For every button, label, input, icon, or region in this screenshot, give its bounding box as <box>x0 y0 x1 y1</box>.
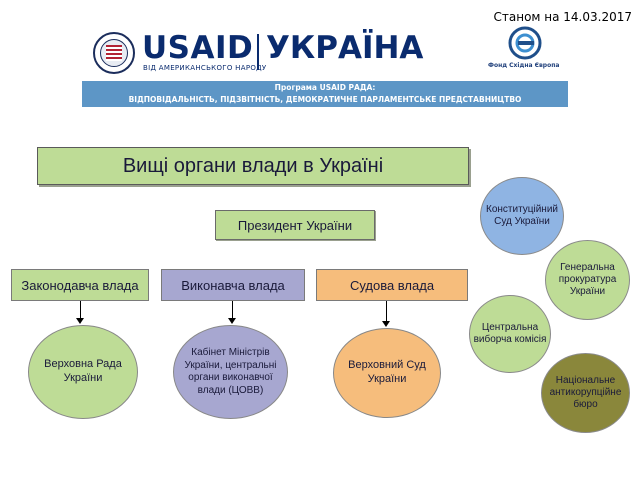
legislative-branch-box: Законодавча влада <box>11 269 149 301</box>
verkhovna-rada-oval: Верховна Рада України <box>28 325 138 419</box>
prosecutor-general-circle: Генеральна прокуратура України <box>545 240 630 320</box>
constitutional-court-circle: Конституційний Суд України <box>480 177 564 255</box>
diagram-title: Вищі органи влади в Україні <box>37 147 469 185</box>
anticorruption-bureau-circle: Національне антикорупційне бюро <box>541 353 630 433</box>
supreme-court-oval: Верховний Суд України <box>333 328 441 418</box>
judicial-branch-box: Судова влада <box>316 269 468 301</box>
arrow-judicial-icon <box>382 321 390 327</box>
cabinet-ministers-oval: Кабінет Міністрів України, центральні органи виконавчої влади (ЦОВВ) <box>173 325 288 419</box>
usaid-seal-stripes <box>106 45 122 61</box>
executive-branch-box: Виконавча влада <box>161 269 305 301</box>
usaid-tagline: ВІД АМЕРИКАНСЬКОГО НАРОДУ <box>143 64 267 72</box>
program-banner-title: Програма USAID РАДА: <box>274 83 376 92</box>
program-banner-subtitle: ВІДПОВІДАЛЬНІСТЬ, ПІДЗВІТНІСТЬ, ДЕМОКРАТИЧНЕ ПАРЛАМЕНТСЬКЕ ПРЕДСТАВНИЦТВО <box>128 95 522 104</box>
election-commission-circle: Центральна виборча комісія <box>469 295 551 373</box>
fund-east-europe-label: Фонд Східна Європа <box>488 62 560 69</box>
date-stamp: Станом на 14.03.2017 <box>493 10 632 24</box>
usaid-country-text: УКРАЇНА <box>266 30 424 66</box>
fund-east-europe-logo-icon <box>508 26 542 60</box>
connector-judicial <box>386 301 387 322</box>
president-box: Президент України <box>215 210 375 240</box>
usaid-logo-text: USAID <box>142 30 254 66</box>
arrow-executive-icon <box>228 318 236 324</box>
connector-executive <box>232 301 233 319</box>
connector-legislative <box>80 301 81 319</box>
arrow-legislative-icon <box>76 318 84 324</box>
